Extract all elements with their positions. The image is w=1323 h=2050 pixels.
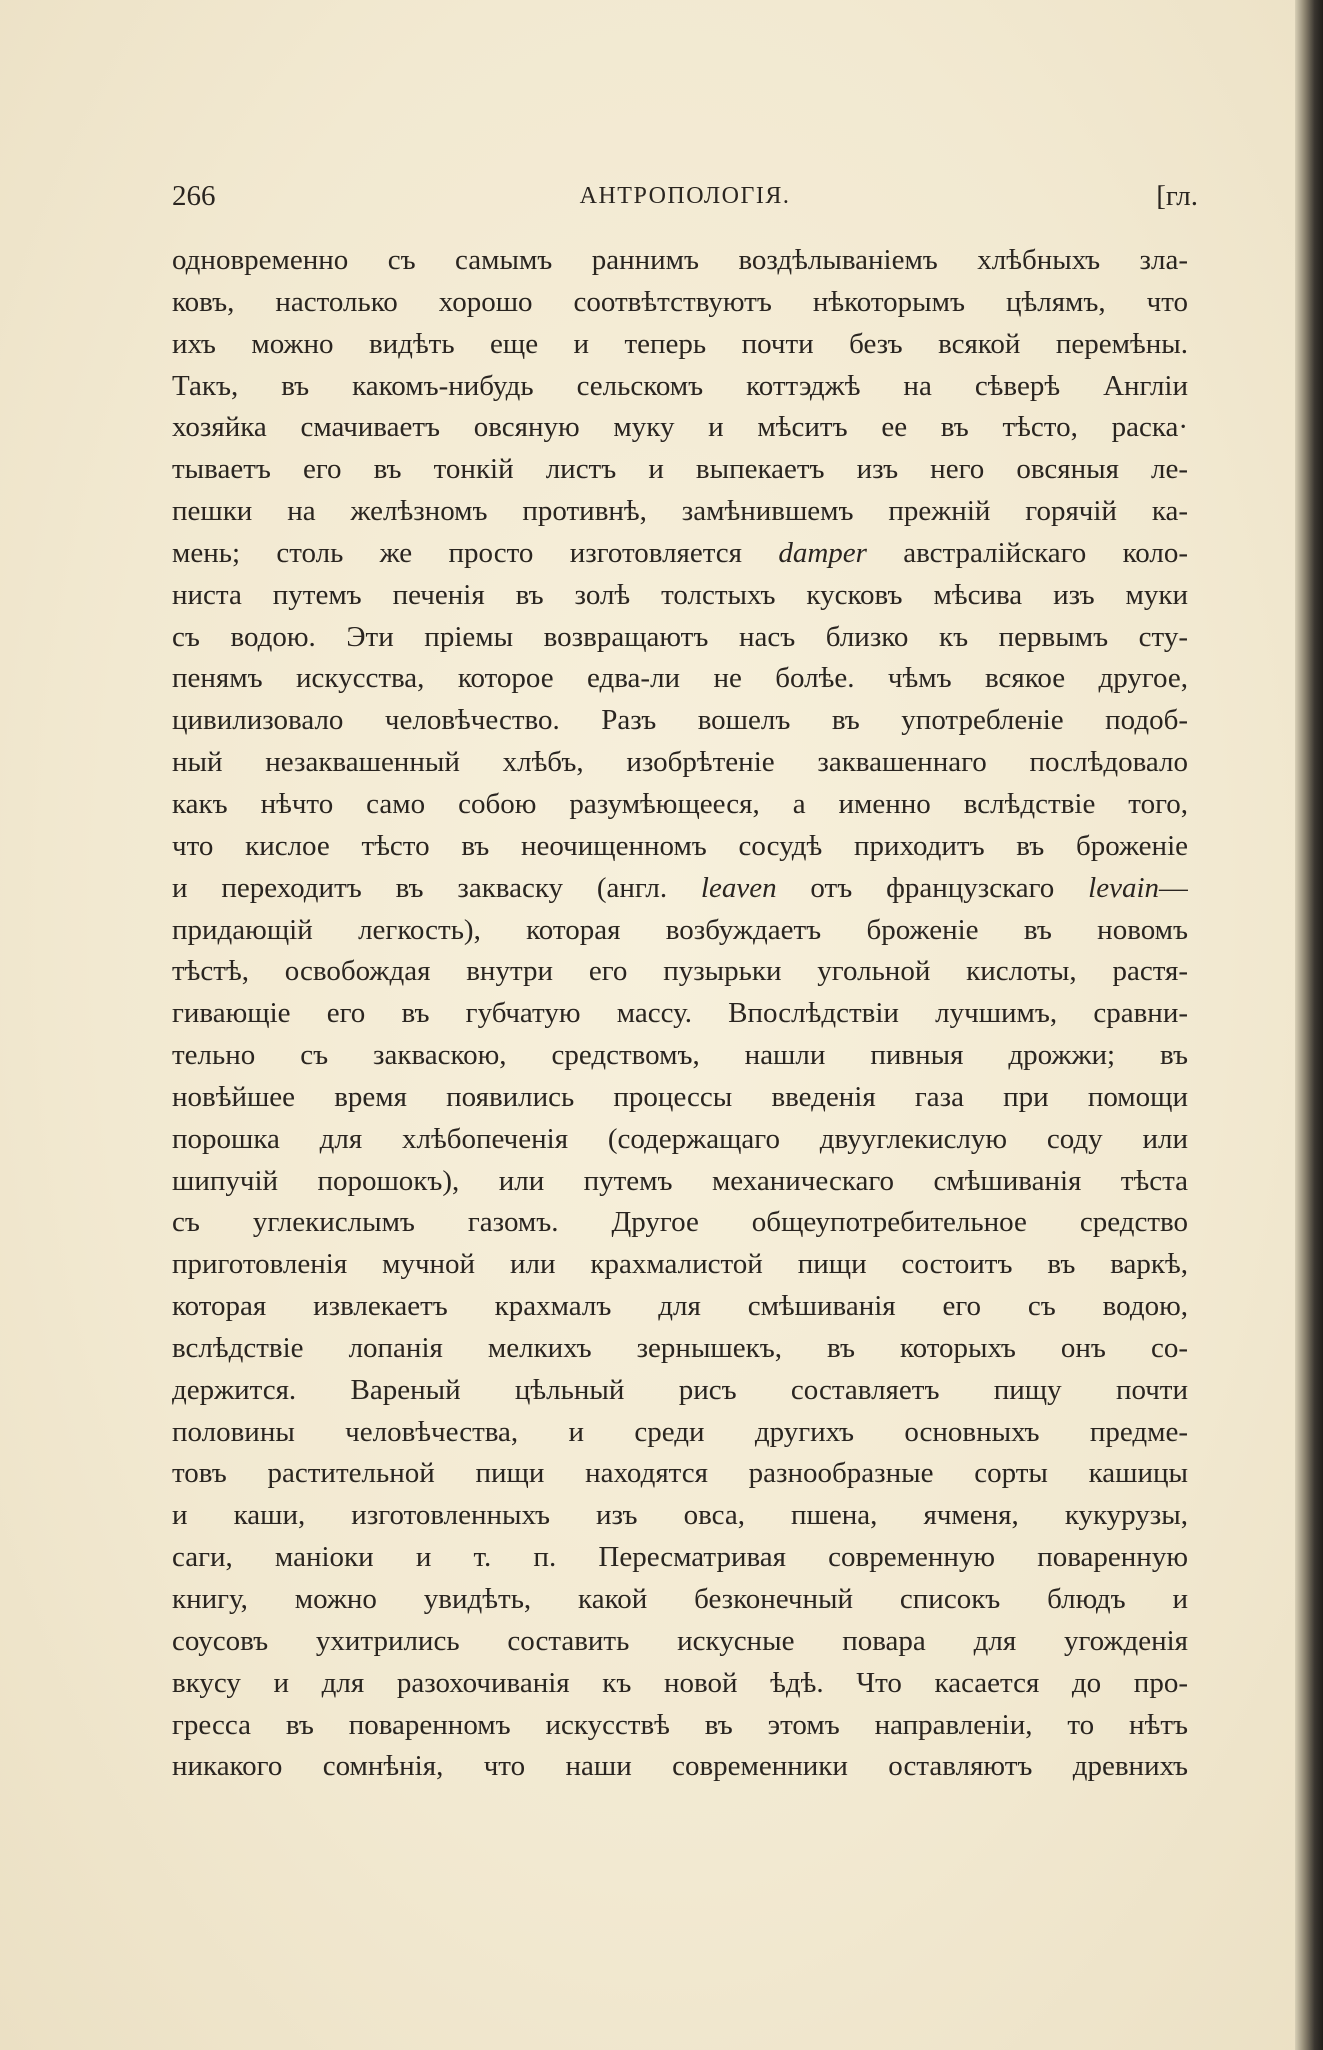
binding-edge	[1295, 0, 1323, 2050]
text-segment: пешки на желѣзномъ противнѣ, замѣнившемъ прежній горячій ка-	[172, 495, 1188, 528]
chapter-reference: [гл.	[1156, 180, 1198, 212]
text-segment: что кислое тѣсто въ неочищенномъ сосудѣ приходитъ въ броженіе	[172, 829, 1188, 862]
text-segment: пенямъ искусства, которое едва-ли не болѣе. чѣмъ всякое другое,	[172, 662, 1188, 695]
text-segment: отъ французскаго	[776, 871, 1089, 904]
text-segment: ковъ, настолько хорошо соотвѣтствуютъ нѣкоторымъ цѣлямъ, что	[172, 285, 1188, 318]
text-segment: съ углекислымъ газомъ. Другое общеупотребительное средство	[172, 1206, 1188, 1239]
text-segment: порошка для хлѣбопеченія (содержащаго двууглекислую соду или	[172, 1122, 1188, 1155]
text-line	[172, 1705, 1188, 1747]
text-segment: —	[1159, 871, 1188, 904]
text-line	[172, 1286, 1188, 1328]
text-line	[172, 1370, 1188, 1412]
text-segment: шипучій порошокъ), или путемъ механическаго смѣшиванія тѣста	[172, 1164, 1188, 1197]
text-segment: соусовъ ухитрились составить искусные повара для угожденія	[172, 1624, 1188, 1657]
text-line	[172, 1537, 1188, 1579]
text-segment: книгу, можно увидѣть, какой безконечный списокъ блюдъ и	[172, 1583, 1188, 1615]
text-line	[172, 784, 1188, 826]
text-line	[172, 1077, 1188, 1119]
italic-term: leaven	[700, 871, 777, 904]
text-segment: гресса въ поваренномъ искусствѣ въ этомъ направленіи, то нѣтъ	[172, 1708, 1188, 1741]
italic-term: damper	[778, 536, 867, 569]
text-segment: австралійскаго коло-	[866, 536, 1188, 569]
text-segment: ихъ можно видѣть еще и теперь почти безъ всякой перемѣны.	[172, 327, 1188, 360]
text-segment: и каши, изготовленныхъ изъ овса, пшена, ячменя, кукурузы,	[172, 1499, 1188, 1532]
text-segment: и переходитъ въ закваску (англ.	[172, 871, 701, 904]
text-segment: тѣстѣ, освобождая внутри его пузырьки угольной кислоты, растя-	[172, 955, 1188, 988]
text-line	[172, 951, 1188, 993]
text-segment: тываетъ его въ тонкій листъ и выпекаетъ изъ него овсяныя ле-	[172, 453, 1188, 486]
text-segment: вслѣдствіе лопанія мелкихъ зернышекъ, въ которыхъ онъ со-	[172, 1331, 1188, 1364]
text-line	[172, 491, 1188, 533]
text-line	[172, 366, 1188, 408]
text-line	[172, 407, 1188, 449]
text-segment: саги, маніоки и т. п. Пересматривая современную поваренную	[172, 1541, 1188, 1574]
text-segment: ный незаквашенный хлѣбъ, изобрѣтеніе заквашеннаго послѣдовало	[172, 746, 1188, 779]
text-line	[172, 575, 1188, 617]
text-line	[172, 742, 1188, 784]
text-segment: хозяйка смачиваетъ овсяную муку и мѣситъ ее въ тѣсто, раска·	[172, 411, 1188, 444]
text-line	[172, 449, 1188, 491]
text-segment: половины человѣчества, и среди другихъ основныхъ предме-	[172, 1415, 1188, 1448]
running-title: АНТРОПОЛОГІЯ.	[579, 183, 791, 209]
text-segment: какъ нѣчто само собою разумѣющееся, а именно вслѣдствіе того,	[172, 787, 1188, 820]
text-line	[172, 826, 1188, 868]
text-segment: мень; столь же просто изготовляется	[172, 536, 779, 569]
text-line	[172, 533, 1188, 575]
text-line	[172, 1244, 1188, 1286]
text-line	[172, 1202, 1188, 1244]
text-line	[172, 1621, 1188, 1663]
text-segment: ниста путемъ печенія въ золѣ толстыхъ кусковъ мѣсива изъ муки	[172, 578, 1188, 611]
text-line	[172, 1663, 1188, 1705]
text-line	[172, 240, 1188, 282]
text-line	[172, 1328, 1188, 1370]
text-segment: вкусу и для разохочиванія къ новой ѣдѣ. Что касается до про-	[172, 1666, 1188, 1699]
text-line	[172, 700, 1188, 742]
text-line	[172, 868, 1188, 910]
italic-term: levain	[1088, 871, 1159, 904]
text-segment: приготовленія мучной или крахмалистой пищи состоитъ въ варкѣ,	[172, 1248, 1188, 1281]
text-segment: новѣйшее время появились процессы введенія газа при помощи	[172, 1080, 1188, 1113]
text-line	[172, 1412, 1188, 1454]
page-number: 266	[172, 180, 216, 212]
text-segment: никакого сомнѣнія, что наши современники оставляютъ древнихъ	[172, 1750, 1188, 1783]
text-line	[172, 1161, 1188, 1203]
text-segment: тельно съ закваскою, средствомъ, нашли пивныя дрожжи; въ	[172, 1039, 1188, 1072]
text-line	[172, 910, 1188, 952]
text-line	[172, 1453, 1188, 1495]
text-segment: придающій легкость), которая возбуждаетъ броженіе въ новомъ	[172, 913, 1188, 946]
text-line	[172, 658, 1188, 700]
text-segment: держится. Вареный цѣльный рисъ составляетъ пищу почти	[172, 1373, 1188, 1406]
text-segment: товъ растительной пищи находятся разнообразные сорты кашицы	[172, 1457, 1188, 1490]
text-line	[172, 282, 1188, 324]
text-line	[172, 324, 1188, 366]
text-line	[172, 993, 1188, 1035]
text-segment: съ водою. Эти пріемы возвращаютъ насъ близко къ первымъ сту-	[172, 620, 1188, 653]
text-segment: Такъ, въ какомъ-нибудь сельскомъ коттэджѣ на сѣверѣ Англіи	[172, 369, 1188, 402]
text-segment: цивилизовало человѣчество. Разъ вошелъ въ употребленіе подоб-	[172, 704, 1188, 737]
text-line	[172, 1035, 1188, 1077]
body-text	[172, 240, 1188, 1788]
running-head	[172, 174, 1198, 218]
text-line	[172, 1119, 1188, 1161]
text-segment: одновременно съ самымъ раннимъ воздѣлываніемъ хлѣбныхъ зла-	[172, 244, 1188, 276]
text-line	[172, 1579, 1188, 1621]
text-line	[172, 617, 1188, 659]
text-line	[172, 1495, 1188, 1537]
text-segment: гивающіе его въ губчатую массу. Впослѣдствіи лучшимъ, сравни-	[172, 997, 1188, 1030]
text-segment: которая извлекаетъ крахмалъ для смѣшиванія его съ водою,	[172, 1290, 1188, 1323]
text-line	[172, 1746, 1188, 1788]
